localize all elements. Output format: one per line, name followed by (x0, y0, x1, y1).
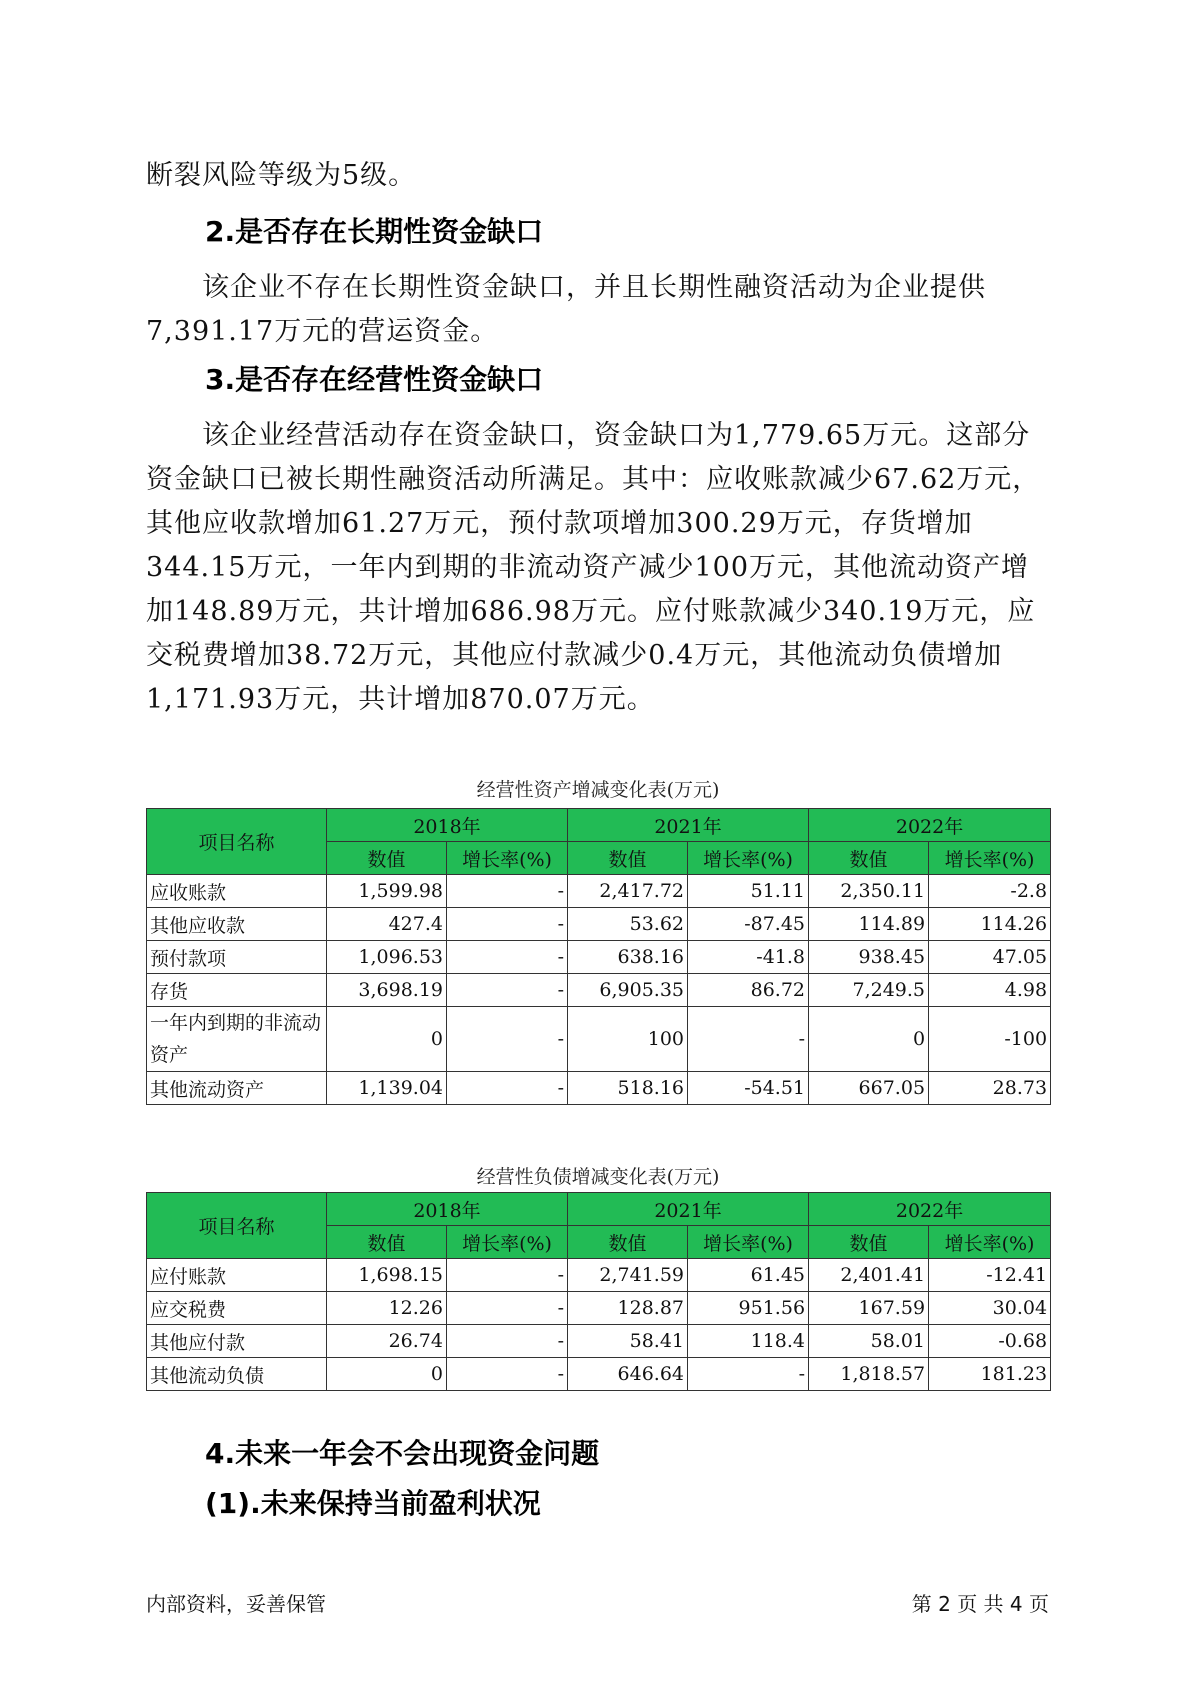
table-row (147, 1325, 1051, 1358)
cell-rate: - (447, 875, 568, 908)
cell-value: 1,698.15 (327, 1259, 447, 1292)
header-year-2021: 2021年 (568, 809, 809, 842)
cell-rate: - (447, 908, 568, 941)
header-item-name: 项目名称 (147, 809, 327, 875)
table-row (147, 875, 1051, 908)
cell-value: 2,401.41 (809, 1259, 929, 1292)
cell-rate: - (688, 1358, 809, 1391)
cell-value: 2,741.59 (568, 1259, 688, 1292)
header-rate: 增长率(%) (447, 842, 568, 875)
liability-table (146, 1192, 1051, 1391)
cell-value: 646.64 (568, 1358, 688, 1391)
table-row (147, 1007, 1051, 1072)
header-value: 数值 (568, 1226, 688, 1259)
table-row (147, 941, 1051, 974)
cell-rate: 114.26 (929, 908, 1051, 941)
cell-value: 100 (568, 1007, 688, 1072)
cell-value: 7,249.5 (809, 974, 929, 1007)
cell-value: 1,599.98 (327, 875, 447, 908)
cell-rate: - (447, 1292, 568, 1325)
cell-value: 938.45 (809, 941, 929, 974)
cell-rate: 30.04 (929, 1292, 1051, 1325)
header-year-2022: 2022年 (809, 1193, 1051, 1226)
cell-rate: - (447, 1072, 568, 1105)
cell-rate: 951.56 (688, 1292, 809, 1325)
cell-rate: - (447, 941, 568, 974)
asset-table (146, 808, 1051, 1105)
cell-value: 0 (327, 1358, 447, 1391)
header-value: 数值 (568, 842, 688, 875)
liability-table-caption: 经营性负债增减变化表(万元) (476, 1166, 720, 1188)
footer-page-number: 第 2 页 共 4 页 (911, 1592, 1049, 1616)
table-row (147, 1072, 1051, 1105)
cell-rate: 61.45 (688, 1259, 809, 1292)
cell-rate: 28.73 (929, 1072, 1051, 1105)
paragraph-risk-level: 断裂风险等级为5级。 (146, 160, 417, 191)
asset-table-caption: 经营性资产增减变化表(万元) (476, 779, 720, 801)
header-rate: 增长率(%) (447, 1226, 568, 1259)
row-label: 应收账款 (147, 875, 327, 908)
cell-value: 427.4 (327, 908, 447, 941)
row-label: 应交税费 (147, 1292, 327, 1325)
cell-value: 1,096.53 (327, 941, 447, 974)
row-label: 预付款项 (147, 941, 327, 974)
header-year-2018: 2018年 (327, 809, 568, 842)
cell-value: 1,818.57 (809, 1358, 929, 1391)
cell-rate: - (447, 1259, 568, 1292)
cell-value: 114.89 (809, 908, 929, 941)
row-label: 其他流动资产 (147, 1072, 327, 1105)
cell-rate: - (688, 1007, 809, 1072)
header-year-2018: 2018年 (327, 1193, 568, 1226)
cell-rate: - (447, 1325, 568, 1358)
table-row (147, 908, 1051, 941)
cell-value: 0 (327, 1007, 447, 1072)
header-value: 数值 (327, 1226, 447, 1259)
cell-value: 638.16 (568, 941, 688, 974)
cell-value: 1,139.04 (327, 1072, 447, 1105)
cell-value: 128.87 (568, 1292, 688, 1325)
cell-value: 26.74 (327, 1325, 447, 1358)
cell-value: 53.62 (568, 908, 688, 941)
cell-value: 2,417.72 (568, 875, 688, 908)
cell-rate: -0.68 (929, 1325, 1051, 1358)
row-label: 应付账款 (147, 1259, 327, 1292)
cell-value: 58.01 (809, 1325, 929, 1358)
table-row (147, 1292, 1051, 1325)
header-rate: 增长率(%) (688, 842, 809, 875)
row-label: 其他应付款 (147, 1325, 327, 1358)
cell-rate: -12.41 (929, 1259, 1051, 1292)
footer-confidential-note: 内部资料，妥善保管 (146, 1592, 326, 1616)
cell-rate: -100 (929, 1007, 1051, 1072)
row-label: 其他应收款 (147, 908, 327, 941)
header-value: 数值 (809, 1226, 929, 1259)
paragraph-long-term-gap: 该企业不存在长期性资金缺口，并且长期性融资活动为企业提供7,391.17万元的营运资金。 (146, 272, 986, 347)
cell-value: 3,698.19 (327, 974, 447, 1007)
header-rate: 增长率(%) (929, 842, 1051, 875)
header-year-2022: 2022年 (809, 809, 1051, 842)
heading-long-term-gap: 2.是否存在长期性资金缺口 (205, 215, 544, 248)
heading-maintain-profit: (1).未来保持当前盈利状况 (205, 1487, 541, 1520)
cell-rate: 4.98 (929, 974, 1051, 1007)
cell-rate: -41.8 (688, 941, 809, 974)
cell-rate: -87.45 (688, 908, 809, 941)
header-rate: 增长率(%) (688, 1226, 809, 1259)
row-label: 其他流动负债 (147, 1358, 327, 1391)
cell-rate: - (447, 1358, 568, 1391)
cell-value: 518.16 (568, 1072, 688, 1105)
row-label: 存货 (147, 974, 327, 1007)
header-rate: 增长率(%) (929, 1226, 1051, 1259)
cell-rate: 118.4 (688, 1325, 809, 1358)
cell-rate: -2.8 (929, 875, 1051, 908)
header-item-name: 项目名称 (147, 1193, 327, 1259)
cell-value: 12.26 (327, 1292, 447, 1325)
table-row (147, 974, 1051, 1007)
cell-value: 6,905.35 (568, 974, 688, 1007)
cell-rate: 86.72 (688, 974, 809, 1007)
header-value: 数值 (809, 842, 929, 875)
paragraph-operating-gap: 该企业经营活动存在资金缺口，资金缺口为1,779.65万元。这部分资金缺口已被长期性融资活动所满足。其中：应收账款减少67.62万元，其他应收款增加61.27万元，预付款项增加300.29万元，存货增加344.15万元，一年内到期的非流动资产减少100万元，其他流动资产增加148.89万元，共计增加686.98万元。应付账款减少340.19万元，应交税费增加38.72万元，其他应付款减少0.4万元，其他流动负债增加1,171.93万元，共计增加870.07万元。 (146, 420, 1041, 715)
table-row (147, 1358, 1051, 1391)
cell-rate: 47.05 (929, 941, 1051, 974)
cell-rate: - (447, 1007, 568, 1072)
header-year-2021: 2021年 (568, 1193, 809, 1226)
cell-rate: 51.11 (688, 875, 809, 908)
cell-value: 0 (809, 1007, 929, 1072)
cell-rate: - (447, 974, 568, 1007)
heading-next-year-funding: 4.未来一年会不会出现资金问题 (205, 1437, 600, 1470)
table-row (147, 1259, 1051, 1292)
cell-rate: -54.51 (688, 1072, 809, 1105)
cell-value: 667.05 (809, 1072, 929, 1105)
heading-operating-gap: 3.是否存在经营性资金缺口 (205, 363, 544, 396)
cell-value: 2,350.11 (809, 875, 929, 908)
cell-value: 58.41 (568, 1325, 688, 1358)
cell-value: 167.59 (809, 1292, 929, 1325)
cell-rate: 181.23 (929, 1358, 1051, 1391)
header-value: 数值 (327, 842, 447, 875)
row-label: 一年内到期的非流动资产 (147, 1007, 327, 1072)
